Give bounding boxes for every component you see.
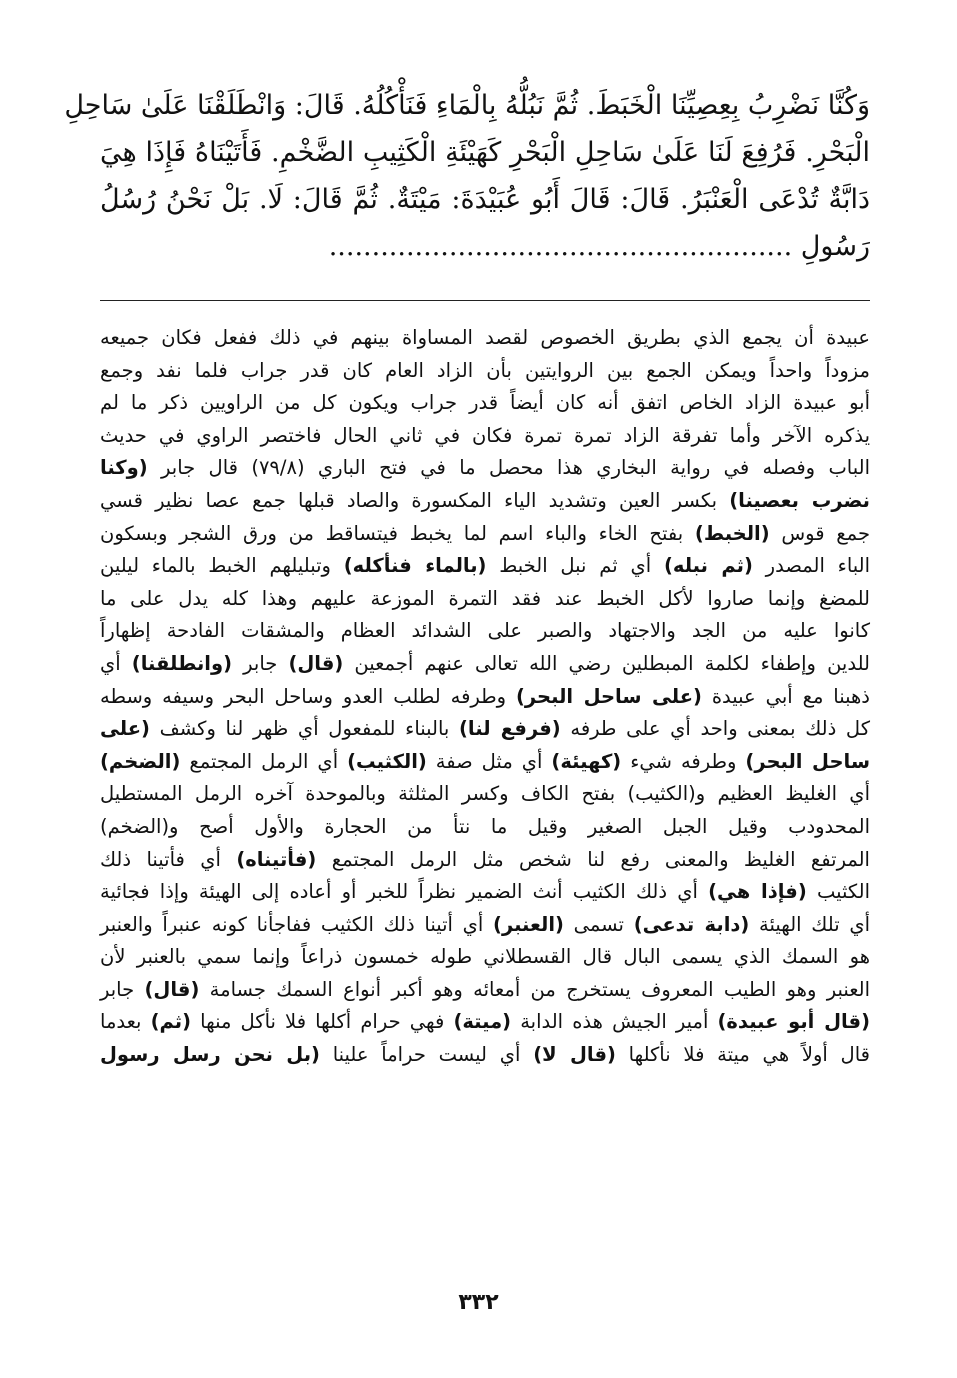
commentary-segment: عبيدة أن يجمع الذي بطريق الخصوص لقصد المساواة بينهم في ذلك ففعل فكان جميعه xyxy=(100,326,870,349)
commentary-segment: للمضغ وإنما صاروا لأكل الخبط عند فقد التمرة الموزعة عليهم وهذا كله يدل على ما xyxy=(100,586,870,610)
commentary-text xyxy=(100,322,870,1072)
commentary-segment: أي ليست حراماً علينا xyxy=(319,1043,534,1067)
bold-quote: (قال أبو عبيدة) xyxy=(717,1010,870,1034)
bold-quote: (كهيئة) xyxy=(551,749,622,773)
commentary-segment: قال أولاً هي ميتة فلا نأكلها xyxy=(615,1043,870,1067)
commentary-line xyxy=(100,713,870,746)
commentary-segment: المرتفع الغليظ والمعنى رفع لنا شخص مثل الرمل المجتمع xyxy=(316,847,870,871)
commentary-line xyxy=(100,909,870,942)
bold-quote: (على xyxy=(100,717,150,741)
commentary-segment: الكثيب xyxy=(806,880,870,904)
hadith-line: الْبَحْرِ. فَرُفِعَ لَنَا عَلَىٰ سَاحِلِ الْبَحْرِ كَهَيْئَةِ الْكَثِيبِ الضَّخْمِ. فَأَتَيْنَاهُ فَإِذَا هِيَ xyxy=(100,137,870,168)
commentary-line xyxy=(100,876,870,909)
commentary-segment: الباء المصدر xyxy=(752,554,871,578)
bold-quote: (ميتة) xyxy=(453,1010,512,1034)
bold-quote: (ثم) xyxy=(150,1010,192,1034)
bold-quote: (قال) xyxy=(144,977,200,1001)
commentary-line xyxy=(100,355,870,388)
bold-quote: (بل نحن رسل رسول xyxy=(100,1043,320,1067)
commentary-segment: تسمى xyxy=(563,912,634,936)
bold-quote: (على ساحل البحر) xyxy=(516,684,702,708)
commentary-segment: للدين وإطفاء لكلمة المبطلين رضي الله تعالى عنهم أجمعين xyxy=(343,651,870,675)
commentary-segment: الباب وفصله في رواية البخاري هذا محصل ما في فتح الباري (٧٩/٨) قال جابر xyxy=(147,456,870,480)
commentary-segment: مزوداً واحداً ويمكن الجمع بين الروايتين بأن الزاد العام كان قدر جراب فلما نفد وجمع xyxy=(100,358,870,382)
commentary-segment: أي ذلك الكثيب أنث الضمير نظراً للخبر أو أعاده إلى الهيئة وإذا فجائية xyxy=(100,880,709,904)
bold-quote: (قال لا) xyxy=(533,1043,616,1067)
commentary-segment: جمع قوس xyxy=(769,521,870,545)
bold-quote: (بالماء فنأكله) xyxy=(343,554,487,578)
commentary-segment: العنبر وهو الطيب المعروف يستخرج من أمعائه وهو أكبر أنواع السمك جسامة xyxy=(199,977,870,1001)
commentary-line xyxy=(100,811,870,844)
commentary-line xyxy=(100,452,870,485)
commentary-segment: أي مثل صفة xyxy=(426,749,552,773)
commentary-segment: فهي حرام أكلها فلا نأكل منها xyxy=(191,1010,454,1034)
bold-quote: نضرب بعصينا) xyxy=(729,488,870,512)
commentary-line xyxy=(100,974,870,1007)
commentary-segment: هو السمك الذي يسمى البال قال القسطلاني طوله خمسون ذراعاً وإنما سمي بالعنبر لأن xyxy=(100,945,870,969)
commentary-segment: بعدما xyxy=(100,1010,151,1034)
commentary-line xyxy=(100,518,870,551)
commentary-segment: بالبناء للمفعول أي ظهر لنا وكشف xyxy=(149,717,460,741)
hadith-line-last xyxy=(100,223,870,270)
dotted-leader: ...................................................... xyxy=(328,231,793,262)
commentary-segment: أمير الجيش هذه الدابة xyxy=(511,1010,718,1034)
hadith-text xyxy=(64,82,870,270)
bold-quote: (وكنا xyxy=(100,456,148,480)
commentary-segment: أي فأتينا ذلك xyxy=(100,847,237,871)
bold-quote: (الكثيب) xyxy=(347,749,427,773)
commentary-line xyxy=(100,550,870,583)
commentary-segment: وتبليلهم الخبط بالماء ليلين xyxy=(100,554,344,578)
commentary-line xyxy=(100,648,870,681)
hadith-line: وَكُنَّا نَضْرِبُ بِعِصِيِّنَا الْخَبَطَ. ثُمَّ نَبُلُّهُ بِالْمَاءِ فَنَأْكُلُهُ. قَالَ: وَانْطَلَقْنَا عَلَىٰ سَاحِلِ xyxy=(64,90,870,121)
commentary-segment: كانوا عليه من الجد والاجتهاد والصبر على الشدائد العظام والمشقات الفادحة إظهاراً xyxy=(100,619,870,643)
bold-quote: (فأتيناه) xyxy=(236,847,317,871)
commentary-line xyxy=(100,322,870,355)
commentary-segment: أي ثم نبل الخبط xyxy=(486,554,664,578)
bold-quote: (الضخم) xyxy=(100,749,181,773)
bold-quote: (فرفع لنا) xyxy=(459,717,561,741)
page-number: ٣٣٢ xyxy=(458,1290,499,1315)
commentary-line xyxy=(100,420,870,453)
commentary-segment: أي الرمل المجتمع xyxy=(180,749,348,773)
bold-quote: (فإذا هي) xyxy=(708,880,807,904)
footnote-separator xyxy=(100,300,870,301)
bold-quote: (ثم نبله) xyxy=(663,554,753,578)
commentary-line xyxy=(100,778,870,811)
commentary-segment: بفتح الخاء والباء اسم لما يخبط فيتساقط من ورق الشجر وبسكون xyxy=(100,521,695,545)
commentary-line xyxy=(100,746,870,779)
hadith-line-word: رَسُولِ xyxy=(800,231,870,262)
commentary-segment: كل ذلك بمعنى واحد أي على طرفه xyxy=(560,717,870,741)
commentary-segment: المحدودب وقيل الجبل الصغير وقيل ما نتأ من الحجارة والأول أصح و(الضخم) xyxy=(100,814,870,838)
commentary-segment: يذكره الآخر وأما تفرقة الزاد تمرة تمرة فكان في ثاني الحال فاختصر الراوي في حديث xyxy=(100,423,870,447)
commentary-segment: بكسر العين وتشديد الياء المكسورة والصاد قبلها جمع عصا نظير قسي xyxy=(100,488,730,512)
commentary-line xyxy=(100,485,870,518)
commentary-segment: جابر xyxy=(232,651,289,675)
bold-quote: (دابة تدعى) xyxy=(633,912,750,936)
commentary-segment: أبو عبيدة الزاد الخاص اتفق أنه كان أيضاً قدر جراب ويكون كل من الراويين ذكر ما لم xyxy=(100,391,870,415)
commentary-line xyxy=(100,844,870,877)
commentary-segment: ذهبنا مع أبي عبيدة xyxy=(701,684,870,708)
commentary-segment: وطرفه لطلب العدو وساحل البحر وسيفه وسطه xyxy=(100,684,517,708)
commentary-line xyxy=(100,583,870,616)
bold-quote: (العنبر) xyxy=(493,912,564,936)
commentary-line xyxy=(100,681,870,714)
hadith-line: دَابَّةٌ تُدْعَى الْعَنْبَرُ. قَالَ: قَالَ أَبُو عُبَيْدَةَ: مَيْتَةٌ. ثُمَّ قَالَ: لَا. بَلْ نَحْنُ رُسُلُ xyxy=(100,184,870,215)
bold-quote: (وانطلقنا) xyxy=(131,651,233,675)
commentary-segment: وطرفه شيء xyxy=(621,749,746,773)
commentary-line xyxy=(100,1039,870,1072)
commentary-line xyxy=(100,615,870,648)
commentary-line xyxy=(100,387,870,420)
commentary-segment: جابر xyxy=(100,977,145,1001)
bold-quote: ساحل البحر) xyxy=(745,749,870,773)
bold-quote: (الخبط) xyxy=(694,521,770,545)
bold-quote: (قال) xyxy=(288,651,344,675)
commentary-line xyxy=(100,1006,870,1039)
commentary-segment: أي الغليظ العظيم و(الكثيب) بفتح الكاف وكسر المثلثة وبالموحدة آخره الرمل المستطيل xyxy=(100,782,870,806)
commentary-segment: أي xyxy=(100,651,132,675)
commentary-segment: أي أتينا ذلك الكثيب ففاجأنا كونه عنبراً والعنبر xyxy=(100,912,494,936)
commentary-line xyxy=(100,941,870,974)
commentary-segment: أي تلك الهيئة xyxy=(749,912,871,936)
